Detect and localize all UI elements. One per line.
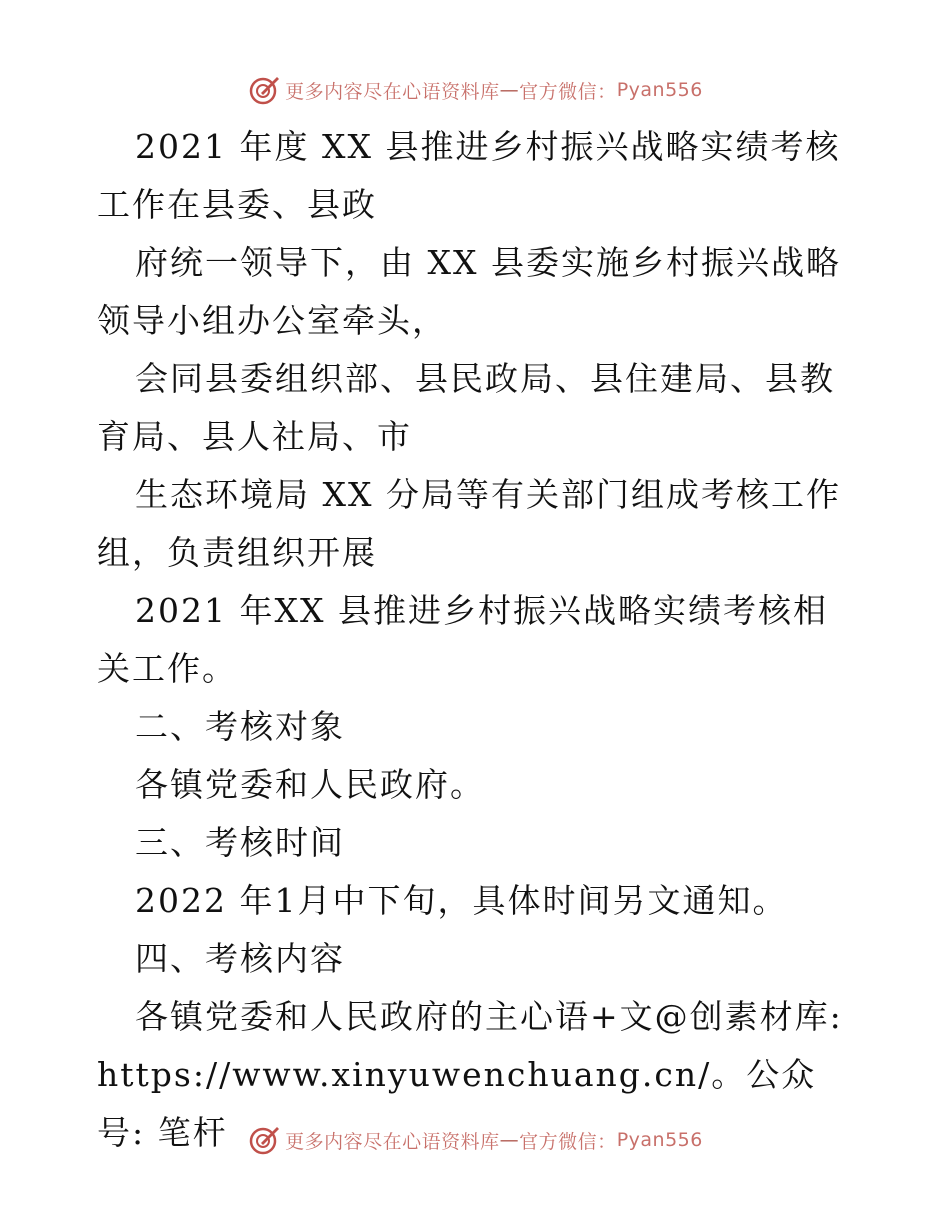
section-heading: 四、考核内容 [135,939,345,978]
banner-separator: — [499,79,520,101]
footer-watermark-banner [0,1120,950,1160]
banner-separator: — [499,1129,520,1151]
document-body [97,118,857,1162]
banner-wechat-id: Pyan556 [616,1129,703,1151]
paragraph: 2021 年XX 县推进乡村振兴战略实绩考核相关工作。 [97,591,828,688]
pen-logo-icon [247,73,281,107]
pen-logo-icon [247,1123,281,1157]
paragraph: 会同县委组织部、县民政局、县住建局、县教育局、县人社局、市 [97,359,835,456]
paragraph: 府统一领导下，由 XX 县委实施乡村振兴战略领导小组办公室牵头， [97,243,841,340]
paragraph: 生态环境局 XX 分局等有关部门组成考核工作组，负责组织开展 [97,475,841,572]
banner-wechat-label: 官方微信： [519,1130,617,1153]
url-line: https://www.xinyuwenchuang.cn/。公众号: 笔杆 [97,1055,817,1152]
paragraph: 各镇党委和人民政府。 [135,765,485,804]
paragraph: 2021 年度 XX 县推进乡村振兴战略实绩考核工作在县委、县政 [97,127,841,224]
banner-text: 更多内容尽在心语资料库 [285,1130,500,1153]
banner-wechat-id: Pyan556 [616,79,703,101]
banner-text: 更多内容尽在心语资料库 [285,80,500,103]
paragraph: 2022 年1月中下旬，具体时间另文通知。 [135,881,788,920]
header-watermark-banner [0,70,950,110]
banner-wechat-label: 官方微信： [519,80,617,103]
section-heading: 三、考核时间 [135,823,345,862]
section-heading: 二、考核对象 [135,707,345,746]
paragraph: 各镇党委和人民政府的主心语+文@创素材库: [135,997,843,1036]
